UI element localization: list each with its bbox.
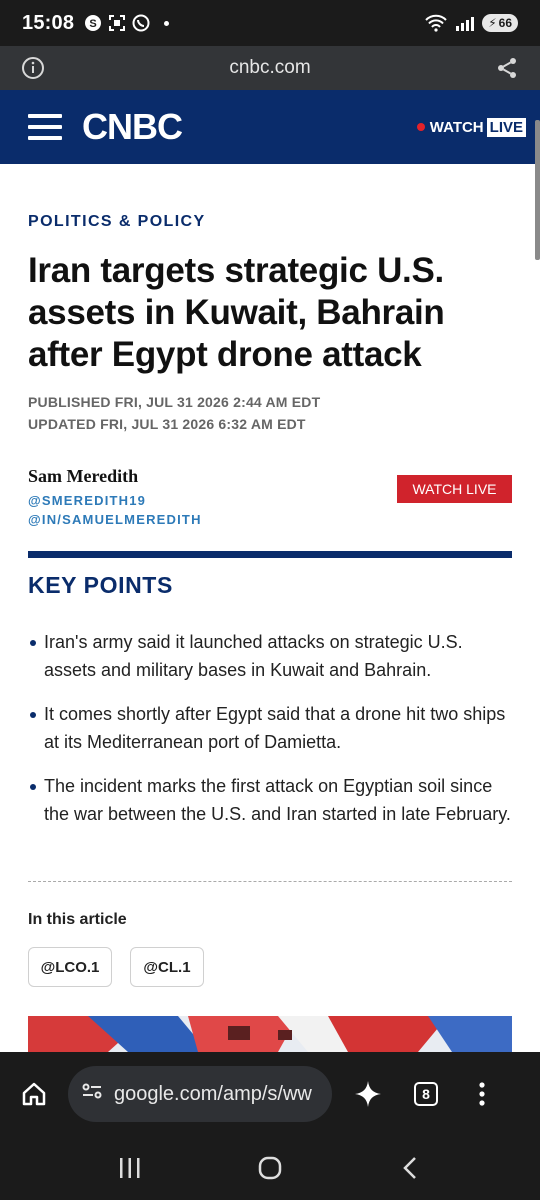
key-points-list bbox=[28, 628, 512, 844]
battery-saver-icon: ⚡ bbox=[488, 16, 497, 30]
status-time: 15:08 bbox=[22, 11, 75, 34]
home-nav-icon[interactable] bbox=[250, 1148, 290, 1188]
live-dot-icon bbox=[417, 123, 425, 131]
url-domain[interactable]: cnbc.com bbox=[229, 57, 311, 78]
author-name[interactable]: Sam Meredith bbox=[28, 466, 139, 486]
article-headline: Iran targets strategic U.S. assets in Kuwait, Bahrain after Egypt drone attack bbox=[28, 251, 445, 374]
more-notifications-dot bbox=[164, 21, 169, 26]
shazam-icon bbox=[84, 14, 102, 32]
key-point-text: It comes shortly after Egypt said that a drone hit two ships at its Mediterranean port of Damietta. bbox=[44, 704, 506, 752]
key-point-text: Iran's army said it launched attacks on strategic U.S. assets and military bases in Kuwait and Bahrain. bbox=[44, 632, 463, 680]
article-hero-image bbox=[28, 1016, 512, 1052]
url-bar bbox=[0, 46, 540, 90]
published-date: PUBLISHED FRI, JUL 31 2026 2:44 AM EDT bbox=[28, 394, 321, 410]
scrollbar[interactable] bbox=[535, 120, 540, 260]
svg-text:S: S bbox=[89, 18, 97, 30]
tab-count: 8 bbox=[414, 1082, 438, 1106]
recent-apps-icon[interactable] bbox=[110, 1148, 150, 1188]
ticker-chip-lco[interactable]: @LCO.1 bbox=[28, 947, 112, 987]
key-point-item bbox=[28, 700, 512, 756]
bullet-icon bbox=[30, 640, 36, 646]
key-point-text: The incident marks the first attack on Egyptian soil since the war between the U.S. and Iran started in late February. bbox=[44, 776, 511, 824]
whatsapp-icon bbox=[132, 14, 150, 32]
key-point-item bbox=[28, 772, 512, 828]
section-label[interactable]: POLITICS & POLICY bbox=[28, 213, 206, 230]
site-header bbox=[0, 90, 540, 164]
author-twitter-link[interactable]: @SMEREDITH19 bbox=[28, 493, 147, 508]
back-icon[interactable] bbox=[390, 1148, 430, 1188]
browser-toolbar bbox=[0, 1052, 540, 1136]
bullet-icon bbox=[30, 784, 36, 790]
menu-icon[interactable] bbox=[28, 114, 62, 140]
notification-icons bbox=[84, 14, 169, 32]
key-point-item bbox=[28, 628, 512, 684]
site-settings-icon[interactable] bbox=[80, 1079, 104, 1109]
author-linkedin-link[interactable]: @IN/SAMUELMEREDITH bbox=[28, 512, 202, 527]
omnibox-url[interactable]: google.com/amp/s/ww bbox=[114, 1082, 312, 1105]
more-options-icon[interactable] bbox=[460, 1072, 504, 1116]
system-nav-bar bbox=[0, 1136, 540, 1200]
key-points-title: KEY POINTS bbox=[28, 572, 173, 598]
section-divider bbox=[28, 881, 512, 882]
status-bar bbox=[0, 0, 540, 46]
updated-date: UPDATED FRI, JUL 31 2026 6:32 AM EDT bbox=[28, 416, 306, 432]
in-this-article-label: In this article bbox=[28, 911, 127, 928]
tab-switcher-button[interactable] bbox=[404, 1072, 448, 1116]
omnibox[interactable] bbox=[68, 1066, 332, 1122]
cnbc-logo[interactable]: CNBC bbox=[82, 106, 182, 147]
screenshot-icon bbox=[108, 14, 126, 32]
share-icon[interactable] bbox=[494, 55, 520, 81]
header-watch-label: WATCH bbox=[429, 118, 484, 136]
gemini-sparkle-icon[interactable] bbox=[346, 1072, 390, 1116]
header-live-label: LIVE bbox=[487, 118, 526, 137]
wifi-icon bbox=[424, 14, 448, 32]
battery-indicator bbox=[482, 14, 518, 32]
watch-live-button[interactable]: WATCH LIVE bbox=[397, 475, 512, 503]
system-icons bbox=[424, 14, 518, 32]
header-watch-live[interactable] bbox=[417, 118, 526, 137]
key-points-divider bbox=[28, 551, 512, 558]
bullet-icon bbox=[30, 712, 36, 718]
ticker-chip-cl[interactable]: @CL.1 bbox=[130, 947, 204, 987]
signal-icon bbox=[454, 14, 476, 32]
battery-level: 66 bbox=[498, 16, 512, 30]
home-icon[interactable] bbox=[12, 1072, 56, 1116]
info-icon[interactable] bbox=[20, 55, 46, 81]
